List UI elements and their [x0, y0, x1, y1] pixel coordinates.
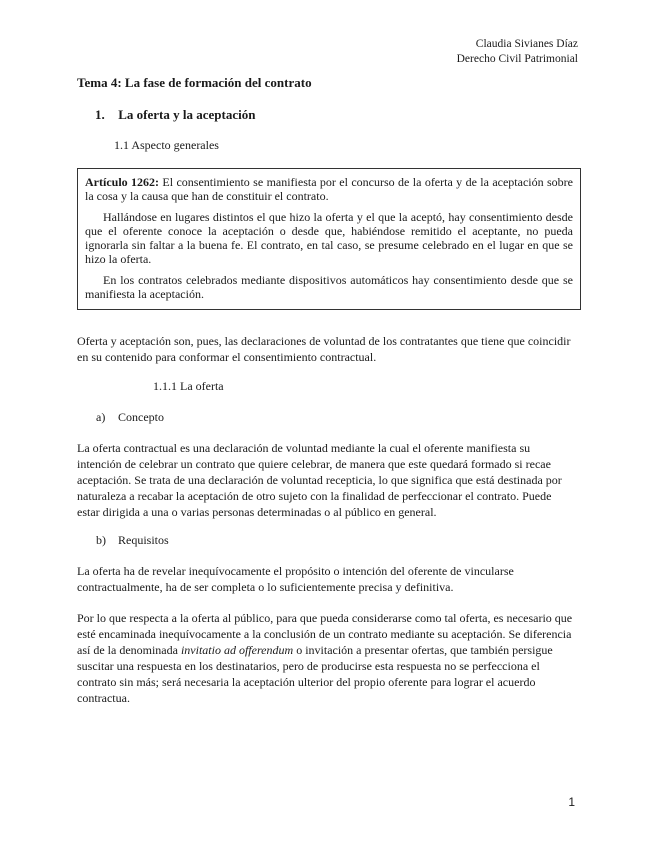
article-label: Artículo 1262: [85, 175, 160, 189]
header-author: Claudia Sivianes Díaz [475, 38, 578, 50]
list-title-concepto: Concepto [118, 410, 164, 424]
article-paragraph-3: En los contratos celebrados mediante dispositivos automáticos hay consentimiento desde que se manifiesta la aceptación. [85, 273, 573, 301]
list-label-a: a) [96, 410, 106, 424]
publico-italic-term: invitatio ad offerendum [180, 643, 294, 657]
section-number: 1. [95, 107, 105, 122]
article-text-1: El consentimiento se manifiesta por el concurso de la oferta y de la aceptación sobre la cosa y la causa que han de constituir el contrato. [85, 175, 573, 203]
paragraph-oferta-publico [77, 610, 577, 706]
article-quote-box [77, 168, 581, 310]
subsection-heading-1-1: 1.1 Aspecto generales [114, 138, 219, 152]
publico-text-2: o invitación a presentar ofertas, que también persigue suscitar una respuesta en los destinatarios, pero de producirse esta respuesta no se perfecciona el contrato sin más; será necesaria la aceptación ulterior del propio oferente para lograr el acuerdo contractua. [77, 643, 553, 705]
paragraph-requisitos: La oferta ha de revelar inequívocamente el propósito o intención del oferente de vincularse contractualmente, ha de ser completa o lo suficientemente precisa y definitiva. [77, 564, 514, 594]
section-heading-1 [95, 107, 255, 123]
article-paragraph-2: Hallándose en lugares distintos el que hizo la oferta y el que la aceptó, hay consentimiento desde que el oferente conoce la aceptación o desde que, habiéndose remitido el aceptante, no pueda ignorarla sin faltar a la buena fe. El contrato, en tal caso, se presume celebrado en el lugar en que se hizo la oferta. [85, 210, 573, 266]
list-heading-a [96, 410, 164, 425]
paragraph-concepto: La oferta contractual es una declaración de voluntad mediante la cual el oferente manifiesta su intención de celebrar un contrato que quiere celebrar, de manera que este quedará formado si recae aceptación. Se trata de una declaración de voluntad recepticia, lo que significa que está destinada por naturaleza a recabar la aceptación de otro sujeto con la finalidad de perfeccionar el contrato. Puede estar dirigida a una o varias personas determinadas o al público en general. [77, 441, 562, 519]
header-course: Derecho Civil Patrimonial [456, 53, 578, 65]
page-header [457, 37, 578, 67]
list-title-requisitos: Requisitos [118, 533, 169, 547]
publico-text-1: Por lo que respecta a la oferta al público, para que pueda considerarse como tal oferta, es necesario que esté encaminada inequívocamente a la conclusión de un contrato mediante su aceptación. Se diferencia así de la denominada [77, 611, 573, 657]
page-number: 1 [568, 795, 575, 809]
section-title: La oferta y la aceptación [118, 107, 256, 122]
subsection-heading-1-1-1: 1.1.1 La oferta [153, 379, 224, 393]
paragraph-oferta-aceptacion: Oferta y aceptación son, pues, las declaraciones de voluntad de los contratantes que tiene que coincidir en su contenido para conformar el consentimiento contractual. [77, 334, 571, 364]
tema-title: Tema 4: La fase de formación del contrato [77, 75, 312, 90]
list-label-b: b) [96, 533, 106, 547]
list-heading-b [96, 533, 169, 548]
article-paragraph-1 [85, 175, 573, 203]
